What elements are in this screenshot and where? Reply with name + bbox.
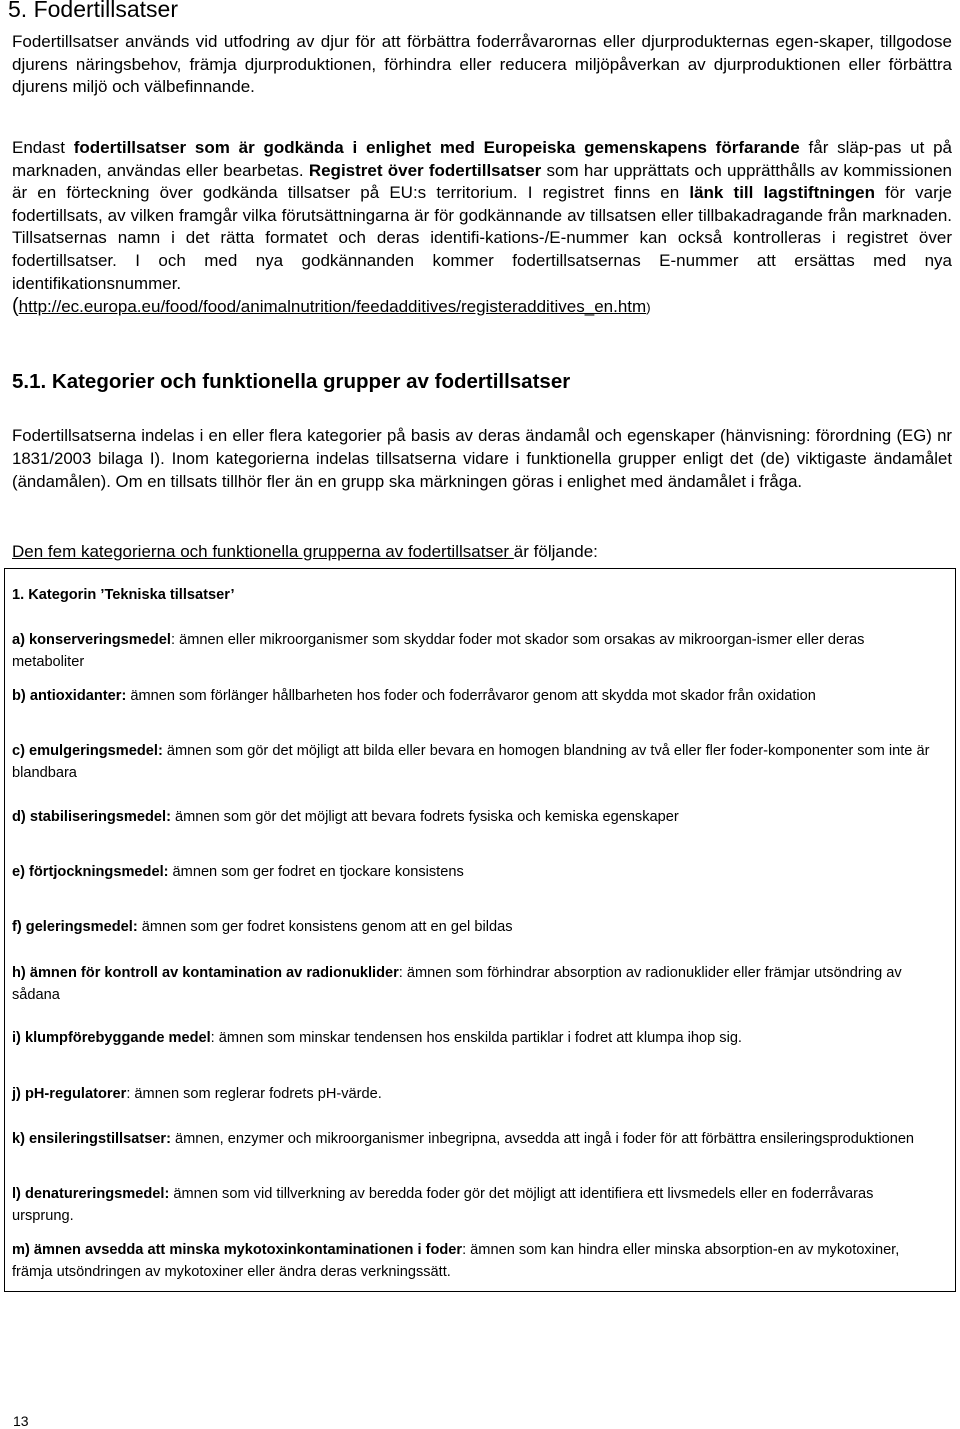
list-item xyxy=(12,686,932,708)
list-item-label: b) antioxidanter: xyxy=(12,688,127,704)
list-item-text: : ämnen som förhindrar absorption av radionuklider eller främjar utsöndring av sådana xyxy=(12,965,902,1003)
list-item xyxy=(12,1184,932,1227)
categories-intro xyxy=(12,541,952,564)
p2-bold-link-to-law: länk till lagstiftningen xyxy=(689,183,875,203)
p2-text-1: Endast xyxy=(12,138,74,157)
list-item xyxy=(12,807,932,829)
list-item-text: : ämnen som reglerar fodrets pH-värde. xyxy=(126,1086,382,1102)
register-paragraph xyxy=(12,137,952,320)
list-item-label: m) ämnen avsedda att minska mykotoxinkontaminationen i foder xyxy=(12,1242,463,1258)
p2-text-2: får släp-pas ut på marknaden, användas eller bearbetas. xyxy=(12,138,952,180)
p2-text-3: som har upprättats och upprätthålls av kommissionen är en förteckning över godkända tillsatser på EU:s territorium. I registret finns en xyxy=(12,160,952,203)
list-item-text: : ämnen som minskar tendensen hos enskilda partiklar i fodret att klumpa ihop sig. xyxy=(210,1030,742,1046)
p2-text-4: för varje fodertillsats, av vilken framgår vilka förutsättningarna är för godkännande av tillsatsen eller tillbakadragande från marknaden. Tillsatsernas namn i det rätta formatet och deras identifi-kations-/E-nummer kan också kontrolleras i registret över fodertillsatser. I och med nya godkännanden kommer fodertillsatsernas E-nummer att ersättas med nya identifikationsnummer. xyxy=(12,183,952,293)
category-heading: 1. Kategorin ’Tekniska tillsatser’ xyxy=(12,587,235,603)
list-item-label: j) pH-regulatorer xyxy=(12,1086,127,1102)
list-item-text: ämnen, enzymer och mikroorganismer inbegripna, avsedda att ingå i foder för att förbättra ensileringsproduktionen xyxy=(170,1131,915,1147)
list-item-label: c) emulgeringsmedel: xyxy=(12,743,163,759)
categories-paragraph: Fodertillsatserna indelas i en eller flera kategorier på basis av deras ändamål och egenskaper (hänvisning: förordning (EG) nr 1831/2003 bilaga I). Inom kategorierna indelas tillsatserna vidare i funktionella grupper enligt det (de) viktigaste ändamålet (ändamålen). Om en tillsats tillhör fler än en grupp ska märkningen göras i enlighet med ändamålet i fråga. xyxy=(12,426,952,491)
paren-open: ( xyxy=(12,295,19,318)
list-item xyxy=(12,963,932,1006)
list-item-text: ämnen som förlänger hållbarheten hos foder och foderråvaror genom att skydda mot skador från oxidation xyxy=(126,688,816,704)
list-item-label: e) förtjockningsmedel: xyxy=(12,864,169,880)
list-item xyxy=(12,630,932,673)
section-title: 5.1. Kategorier och funktionella grupper av fodertillsatser xyxy=(12,370,571,393)
list-item-label: d) stabiliseringsmedel: xyxy=(12,809,171,825)
categories-intro-underlined: Den fem kategorierna och funktionella grupperna av fodertillsatser xyxy=(12,542,514,561)
list-item xyxy=(12,917,932,939)
page-title: 5. Fodertillsatser xyxy=(8,0,179,22)
list-item-label: k) ensileringstillsatser: xyxy=(12,1131,171,1147)
list-item-label: l) denatureringsmedel: xyxy=(12,1186,170,1202)
list-item xyxy=(12,1084,932,1106)
list-item-text: ämnen som gör det möjligt att bilda eller bevara en homogen blandning av två eller fler foder-komponenter som inte är blandbara xyxy=(12,743,930,781)
p2-bold-register: Registret över fodertillsatser xyxy=(308,160,542,180)
paren-close: ) xyxy=(646,300,651,316)
categories-intro-rest: är följande: xyxy=(513,542,598,561)
page-number: 13 xyxy=(13,1413,29,1429)
list-item-text: ämnen som ger fodret konsistens genom att en gel bildas xyxy=(137,919,513,935)
list-item-label: i) klumpförebyggande medel xyxy=(12,1030,211,1046)
list-item xyxy=(12,741,932,784)
list-item-text: : ämnen som kan hindra eller minska absorption-en av mykotoxiner, främja utsöndringen av mykotoxiner eller ändra deras verkningssätt. xyxy=(12,1242,900,1280)
intro-paragraph: Fodertillsatser används vid utfodring av djur för att förbättra foderråvarornas eller djurprodukternas egen-skaper, tillgodose djurens näringsbehov, främja djurproduktionen, förhindra eller reducera miljöpåverkan av djurproduktionen eller förbättra djurens miljö och välbefinnande. xyxy=(12,32,952,97)
list-item-label: a) konserveringsmedel xyxy=(12,632,171,648)
list-item-text: ämnen som vid tillverkning av beredda foder gör det möjligt att identifiera ett livsmedels eller en foderråvaras ursprung. xyxy=(12,1186,874,1224)
list-item xyxy=(12,1240,932,1283)
list-item xyxy=(12,862,932,884)
register-link[interactable]: http://ec.europa.eu/food/food/animalnutrition/feedadditives/registeradditives_en.htm xyxy=(18,297,647,317)
p2-bold-approved: fodertillsatser som är godkända i enlighet med Europeiska gemenskapens förfarande xyxy=(73,138,800,157)
list-item-label: h) ämnen för kontroll av kontamination av radionuklider xyxy=(12,965,399,981)
list-item-text: ämnen som gör det möjligt att bevara fodrets fysiska och kemiska egenskaper xyxy=(170,809,679,825)
list-item xyxy=(12,1129,932,1151)
list-item xyxy=(12,1028,932,1050)
list-item-text: ämnen som ger fodret en tjockare konsistens xyxy=(168,864,464,880)
list-item-text: : ämnen eller mikroorganismer som skyddar foder mot skador som orsakas av mikroorgan-ismer eller deras metaboliter xyxy=(12,632,865,670)
list-item-label: f) geleringsmedel: xyxy=(12,919,138,935)
